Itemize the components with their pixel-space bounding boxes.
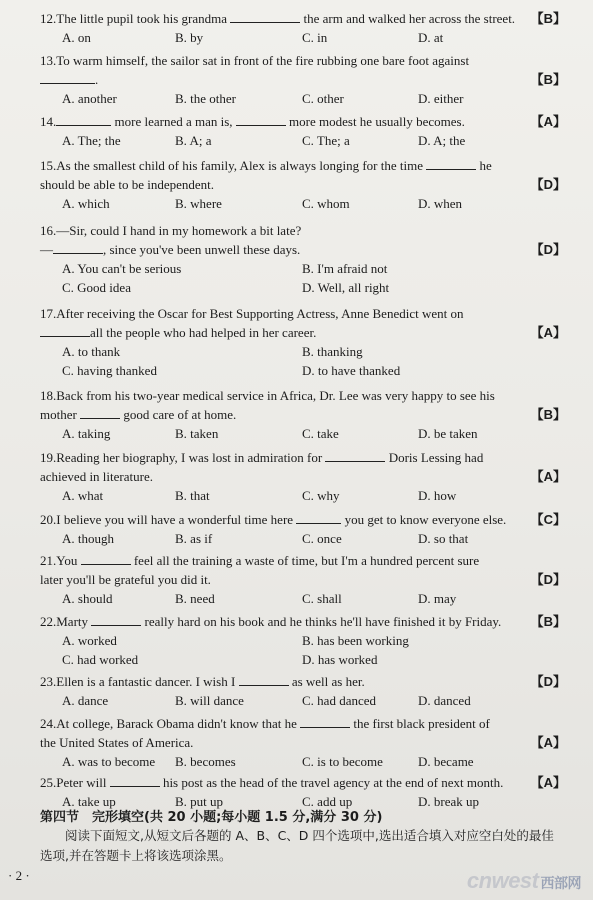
option-b: B. as if: [175, 531, 213, 546]
option-a: A. though: [62, 531, 114, 546]
option-c: C. had danced: [302, 693, 377, 708]
option-c: C. once: [302, 531, 342, 546]
option-a: A. take up: [62, 794, 116, 809]
option-d: D. may: [418, 591, 457, 606]
answer-key: 【B】: [530, 11, 566, 26]
question-21: [40, 551, 568, 608]
question-14: [40, 112, 568, 150]
question-stem-line: 22.Marty really hard on his book and he thinks he'll have finished it by Friday. 【B】: [40, 614, 566, 629]
option-c: C. Good idea: [62, 280, 131, 295]
answer-key: 【B】: [530, 72, 566, 87]
option-b: B. thanking: [302, 344, 363, 359]
option-row: [40, 28, 568, 47]
question-number: 25.: [40, 775, 57, 790]
option-a: A. what: [62, 488, 104, 503]
option-d: D. at: [418, 30, 444, 45]
question-stem-line: 15.As the smallest child of his family, Alex is always longing for the time he: [40, 158, 492, 173]
question-stem-line: 12.The little pupil took his grandma the arm and walked her across the street. 【B】: [40, 11, 566, 26]
answer-blank: [53, 241, 103, 254]
answer-key: 【D】: [530, 674, 566, 689]
option-d: D. break up: [418, 794, 480, 809]
question-stem-line: later you'll be grateful you did it. 【D】: [40, 572, 566, 587]
option-d: D. A; the: [418, 133, 466, 148]
question-number: 20.: [40, 512, 57, 527]
option-b: B. A; a: [175, 133, 212, 148]
option-row: [40, 486, 568, 505]
answer-blank: [296, 511, 341, 524]
option-a: A. another: [62, 91, 117, 106]
answer-blank: [81, 552, 131, 565]
option-a: A. taking: [62, 426, 111, 441]
option-a: A. should: [62, 591, 113, 606]
answer-key: 【A】: [530, 325, 566, 340]
answer-blank: [300, 715, 350, 728]
option-d: D. either: [418, 91, 464, 106]
question-15: [40, 156, 568, 213]
answer-blank: [40, 71, 95, 84]
option-b: B. put up: [175, 794, 224, 809]
question-number: 16.: [40, 223, 57, 238]
option-b: B. where: [175, 196, 222, 211]
option-c: C. The; a: [302, 133, 350, 148]
question-stem-line: 16.—Sir, could I hand in my homework a bit late?: [40, 223, 302, 238]
question-13: [40, 51, 568, 108]
option-d: D. when: [418, 196, 463, 211]
option-d: D. how: [418, 488, 457, 503]
answer-blank: [110, 774, 160, 787]
answer-key: 【D】: [530, 242, 566, 257]
option-row: [40, 631, 568, 650]
question-stem-line: 19.Reading her biography, I was lost in admiration for Doris Lessing had: [40, 450, 484, 465]
question-number: 22.: [40, 614, 57, 629]
answer-key: 【B】: [530, 614, 566, 629]
option-d: D. danced: [418, 693, 471, 708]
option-c: C. having thanked: [62, 363, 157, 378]
option-c: C. take: [302, 426, 339, 441]
question-12: [40, 9, 568, 47]
question-20: [40, 510, 568, 548]
question-24: [40, 714, 568, 771]
answer-key: 【D】: [530, 572, 566, 587]
option-a: A. worked: [62, 633, 117, 648]
question-stem-line: 13.To warm himself, the sailor sat in front of the fire rubbing one bare foot against: [40, 53, 470, 68]
answer-blank: [426, 157, 476, 170]
option-row: [40, 529, 568, 548]
option-row: [40, 194, 568, 213]
question-stem-line: the United States of America. 【A】: [40, 735, 566, 750]
question-stem-line: mother good care of at home. 【B】: [40, 407, 566, 422]
question-17: [40, 304, 568, 380]
answer-blank: [325, 449, 385, 462]
question-number: 12.: [40, 11, 57, 26]
answer-key: 【A】: [530, 775, 566, 790]
question-stem-line: 18.Back from his two-year medical service in Africa, Dr. Lee was very happy to see his: [40, 388, 495, 403]
option-a: A. was to become: [62, 754, 156, 769]
question-19: [40, 448, 568, 505]
page-number: · 2 ·: [8, 868, 30, 883]
option-row: [40, 424, 568, 443]
question-stem-line: . 【B】: [40, 70, 568, 89]
option-b: B. becomes: [175, 754, 236, 769]
option-row: [40, 278, 568, 297]
question-number: 21.: [40, 553, 57, 568]
option-c: C. other: [302, 91, 344, 106]
option-a: A. which: [62, 196, 110, 211]
question-18: [40, 386, 568, 443]
option-a: A. The; the: [62, 133, 121, 148]
question-number: 13.: [40, 53, 57, 68]
question-number: 23.: [40, 674, 57, 689]
question-stem-line: should be able to be independent. 【D】: [40, 177, 566, 192]
question-number: 15.: [40, 158, 57, 173]
answer-blank: [91, 613, 141, 626]
question-stem-line: 17.After receiving the Oscar for Best Supporting Actress, Anne Benedict went on: [40, 306, 464, 321]
section-title: 第四节 完形填空(共 20 小题;每小题 1.5 分,满分 30 分): [40, 810, 383, 825]
option-c: C. shall: [302, 591, 342, 606]
option-b: B. by: [175, 30, 204, 45]
option-c: C. had worked: [62, 652, 139, 667]
question-number: 24.: [40, 716, 57, 731]
question-stem-line: 24.At college, Barack Obama didn't know that he the first black president of: [40, 716, 490, 731]
option-d: D. Well, all right: [302, 280, 390, 295]
option-c: C. in: [302, 30, 328, 45]
question-stem-line: — , since you've been unwell these days. 【D】: [40, 242, 566, 257]
option-d: D. so that: [418, 531, 469, 546]
question-stem-line: achieved in literature. 【A】: [40, 469, 566, 484]
question-stem-line: 21.You feel all the training a waste of time, but I'm a hundred percent sure: [40, 553, 480, 568]
answer-blank: [230, 10, 300, 23]
answer-key: 【B】: [530, 407, 566, 422]
option-a: A. dance: [62, 693, 109, 708]
option-row: [40, 691, 568, 710]
option-d: D. became: [418, 754, 474, 769]
question-23: [40, 672, 568, 710]
question-22: [40, 612, 568, 669]
question-16: [40, 221, 568, 297]
section-instructions: 阅读下面短文,从短文后各题的 A、B、C、D 四个选项中,选出适合填入对应空白处的最佳选项,并在答题卡上将该选项涂黑。: [40, 828, 554, 863]
option-c: C. whom: [302, 196, 350, 211]
answer-blank: [56, 113, 111, 126]
option-b: B. will dance: [175, 693, 244, 708]
option-a: A. You can't be serious: [62, 261, 182, 276]
question-number: 17.: [40, 306, 57, 321]
option-b: B. the other: [175, 91, 237, 106]
option-d: D. has worked: [302, 652, 378, 667]
answer-blank: [236, 113, 286, 126]
option-d: D. to have thanked: [302, 363, 401, 378]
answer-key: 【A】: [530, 469, 566, 484]
option-row: [40, 650, 568, 669]
option-row: [40, 131, 568, 150]
option-b: B. I'm afraid not: [302, 261, 388, 276]
question-stem-line: 23.Ellen is a fantastic dancer. I wish I as well as her. 【D】: [40, 674, 566, 689]
option-a: A. to thank: [62, 344, 121, 359]
answer-key: 【D】: [530, 177, 566, 192]
option-c: C. add up: [302, 794, 353, 809]
option-b: B. has been working: [302, 633, 409, 648]
question-stem-line: 25.Peter will his post as the head of the travel agency at the end of next month. 【A】: [40, 775, 566, 790]
question-number: 19.: [40, 450, 57, 465]
option-row: [40, 361, 568, 380]
option-row: [40, 752, 568, 771]
question-stem-line: all the people who had helped in her career. 【A】: [40, 323, 568, 342]
option-a: A. on: [62, 30, 91, 45]
option-b: B. taken: [175, 426, 219, 441]
option-row: [40, 589, 568, 608]
option-b: B. need: [175, 591, 215, 606]
answer-blank: [80, 406, 120, 419]
option-row: [40, 342, 568, 361]
answer-key: 【A】: [530, 114, 566, 129]
option-c: C. why: [302, 488, 340, 503]
answer-blank: [40, 324, 90, 337]
option-row: [40, 89, 568, 108]
question-number: 18.: [40, 388, 57, 403]
question-number: 14.: [40, 114, 57, 129]
option-b: B. that: [175, 488, 210, 503]
watermark-logo: cnwest 西部网: [466, 868, 581, 893]
answer-blank: [239, 673, 289, 686]
option-d: D. be taken: [418, 426, 478, 441]
question-stem-line: 14. more learned a man is, more modest he usually becomes. 【A】: [40, 114, 566, 129]
question-stem-line: 20.I believe you will have a wonderful time here you get to know everyone else. 【C】: [40, 512, 566, 527]
option-row: [40, 259, 568, 278]
option-c: C. is to become: [302, 754, 383, 769]
answer-key: 【C】: [530, 512, 566, 527]
answer-key: 【A】: [530, 735, 566, 750]
